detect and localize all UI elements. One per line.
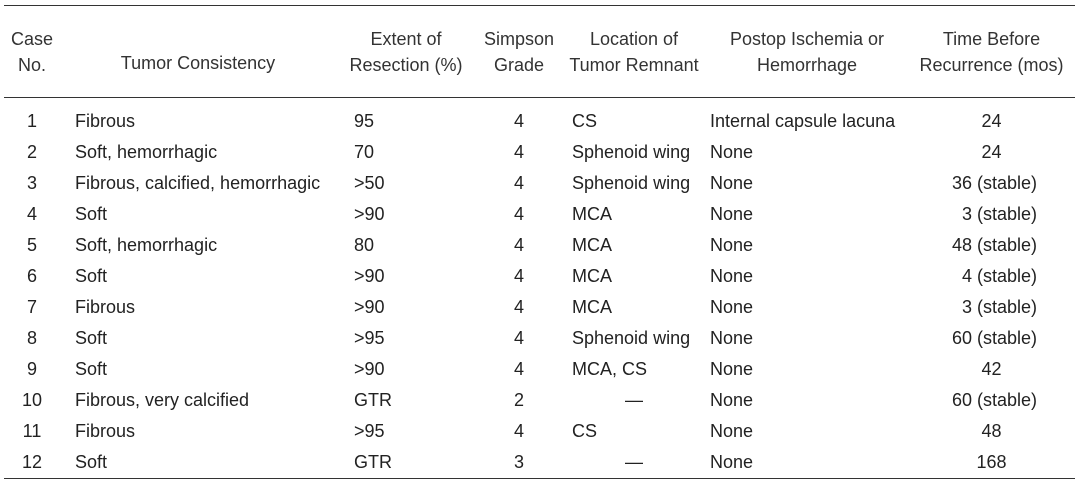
cell-ischemia: None bbox=[710, 204, 754, 224]
cell-time: 48 bbox=[981, 421, 1002, 441]
cell-simpson: 2 bbox=[513, 390, 524, 410]
table-row bbox=[4, 447, 1075, 479]
header-ischemia-line1: Postop Ischemia or bbox=[729, 28, 885, 49]
cell-simpson: 4 bbox=[513, 142, 524, 162]
table-row bbox=[4, 230, 1075, 261]
cell-time: 42 bbox=[981, 359, 1002, 379]
cell-case-no: 9 bbox=[26, 359, 37, 379]
header-simpson-line1: Simpson bbox=[483, 28, 555, 49]
cell-location: Sphenoid wing bbox=[572, 328, 691, 348]
header-extent-of-resection bbox=[336, 6, 476, 98]
cell-time: 168 bbox=[976, 452, 1007, 472]
cell-time: 36 (stable) bbox=[951, 173, 1037, 193]
header-case-line1: Case bbox=[10, 28, 54, 49]
header-case-no bbox=[4, 6, 60, 98]
cell-case-no: 4 bbox=[26, 204, 37, 224]
cell-consistency: Soft bbox=[75, 452, 108, 472]
table-row bbox=[4, 354, 1075, 385]
cell-case-no: 10 bbox=[21, 390, 43, 410]
cell-extent: 95 bbox=[354, 111, 375, 131]
header-simpson-line2: Grade bbox=[493, 54, 545, 75]
header-time-line2: Recurrence (mos) bbox=[919, 54, 1064, 75]
table-header bbox=[4, 6, 1075, 98]
cell-time: 3 (stable) bbox=[961, 204, 1037, 224]
header-time-line1: Time Before bbox=[942, 28, 1041, 49]
header-case-line2: No. bbox=[17, 54, 46, 75]
cell-consistency: Fibrous bbox=[75, 297, 136, 317]
cell-ischemia: None bbox=[710, 328, 754, 348]
cell-time: 48 (stable) bbox=[951, 235, 1037, 255]
cell-consistency: Fibrous bbox=[75, 421, 136, 441]
cell-simpson: 4 bbox=[513, 173, 524, 193]
cell-ischemia: None bbox=[710, 421, 754, 441]
cell-ischemia: None bbox=[710, 297, 754, 317]
table-row bbox=[4, 261, 1075, 292]
cell-location: Sphenoid wing bbox=[572, 142, 691, 162]
cell-time: 4 (stable) bbox=[961, 266, 1037, 286]
table-row bbox=[4, 98, 1075, 138]
table-row bbox=[4, 416, 1075, 447]
cell-ischemia: None bbox=[710, 390, 754, 410]
cell-case-no: 6 bbox=[26, 266, 37, 286]
cell-extent: >90 bbox=[354, 297, 385, 317]
cell-consistency: Soft bbox=[75, 266, 108, 286]
cell-time: 24 bbox=[981, 111, 1002, 131]
table-row bbox=[4, 199, 1075, 230]
cell-extent: >50 bbox=[354, 173, 385, 193]
table-row bbox=[4, 385, 1075, 416]
header-extent-line1: Extent of bbox=[370, 28, 442, 49]
cell-extent: >95 bbox=[354, 328, 385, 348]
table-body bbox=[4, 98, 1075, 479]
table-row bbox=[4, 137, 1075, 168]
cell-location: — bbox=[625, 452, 643, 472]
cell-consistency: Soft bbox=[75, 204, 108, 224]
cell-extent: >90 bbox=[354, 266, 385, 286]
table-row bbox=[4, 168, 1075, 199]
cell-case-no: 3 bbox=[26, 173, 37, 193]
cell-case-no: 11 bbox=[22, 421, 42, 441]
header-tumor-consistency: Tumor Consistency bbox=[120, 52, 276, 73]
cell-location: MCA bbox=[572, 204, 612, 224]
cell-simpson: 4 bbox=[513, 328, 524, 348]
cell-location: CS bbox=[572, 111, 598, 131]
cell-ischemia: None bbox=[710, 142, 754, 162]
data-table-container bbox=[4, 5, 1075, 479]
header-simpson-grade bbox=[476, 6, 562, 98]
cell-extent: GTR bbox=[354, 452, 392, 472]
header-location-line2: Tumor Remnant bbox=[569, 54, 699, 75]
cell-consistency: Fibrous bbox=[75, 111, 136, 131]
cell-location: MCA bbox=[572, 297, 612, 317]
cell-location: MCA bbox=[572, 235, 612, 255]
cell-time: 3 (stable) bbox=[961, 297, 1037, 317]
cell-case-no: 12 bbox=[21, 452, 43, 472]
cell-case-no: 7 bbox=[26, 297, 37, 317]
cell-consistency: Fibrous, calcified, hemorrhagic bbox=[75, 173, 321, 193]
cell-simpson: 4 bbox=[513, 235, 524, 255]
cell-time: 60 (stable) bbox=[951, 390, 1037, 410]
header-ischemia-line2: Hemorrhage bbox=[756, 54, 858, 75]
cell-simpson: 4 bbox=[513, 111, 524, 131]
cell-simpson: 4 bbox=[513, 297, 524, 317]
cell-case-no: 8 bbox=[26, 328, 37, 348]
cell-simpson: 4 bbox=[513, 421, 524, 441]
cell-consistency: Soft, hemorrhagic bbox=[75, 142, 218, 162]
cell-extent: GTR bbox=[354, 390, 392, 410]
cell-case-no: 5 bbox=[26, 235, 37, 255]
cell-ischemia: None bbox=[710, 452, 754, 472]
cell-extent: >90 bbox=[354, 204, 385, 224]
cell-ischemia: None bbox=[710, 266, 754, 286]
cell-extent: 70 bbox=[354, 142, 375, 162]
header-time-before-recurrence bbox=[908, 6, 1075, 98]
header-location-line1: Location of bbox=[589, 28, 679, 49]
table-row bbox=[4, 323, 1075, 354]
cell-extent: 80 bbox=[354, 235, 375, 255]
cell-location: Sphenoid wing bbox=[572, 173, 691, 193]
cell-ischemia: Internal capsule lacuna bbox=[710, 111, 896, 131]
cell-location: MCA, CS bbox=[572, 359, 648, 379]
cell-simpson: 4 bbox=[513, 204, 524, 224]
cell-consistency: Soft bbox=[75, 328, 108, 348]
cell-case-no: 2 bbox=[26, 142, 37, 162]
cell-ischemia: None bbox=[710, 173, 754, 193]
cell-extent: >90 bbox=[354, 359, 385, 379]
header-row bbox=[4, 6, 1075, 98]
cell-time: 60 (stable) bbox=[951, 328, 1037, 348]
header-location-of-remnant bbox=[562, 6, 706, 98]
cell-location: CS bbox=[572, 421, 598, 441]
cell-simpson: 3 bbox=[513, 452, 524, 472]
cell-ischemia: None bbox=[710, 359, 754, 379]
cell-location: MCA bbox=[572, 266, 612, 286]
cell-simpson: 4 bbox=[513, 266, 524, 286]
cell-simpson: 4 bbox=[513, 359, 524, 379]
cell-location: — bbox=[625, 390, 643, 410]
cell-case-no: 1 bbox=[26, 111, 37, 131]
table-row bbox=[4, 292, 1075, 323]
header-postop-ischemia bbox=[706, 6, 908, 98]
recurrence-table bbox=[4, 5, 1075, 479]
cell-consistency: Soft, hemorrhagic bbox=[75, 235, 218, 255]
cell-consistency: Fibrous, very calcified bbox=[75, 390, 250, 410]
header-extent-line2: Resection (%) bbox=[349, 54, 463, 75]
cell-ischemia: None bbox=[710, 235, 754, 255]
cell-extent: >95 bbox=[354, 421, 385, 441]
cell-time: 24 bbox=[981, 142, 1002, 162]
cell-consistency: Soft bbox=[75, 359, 108, 379]
